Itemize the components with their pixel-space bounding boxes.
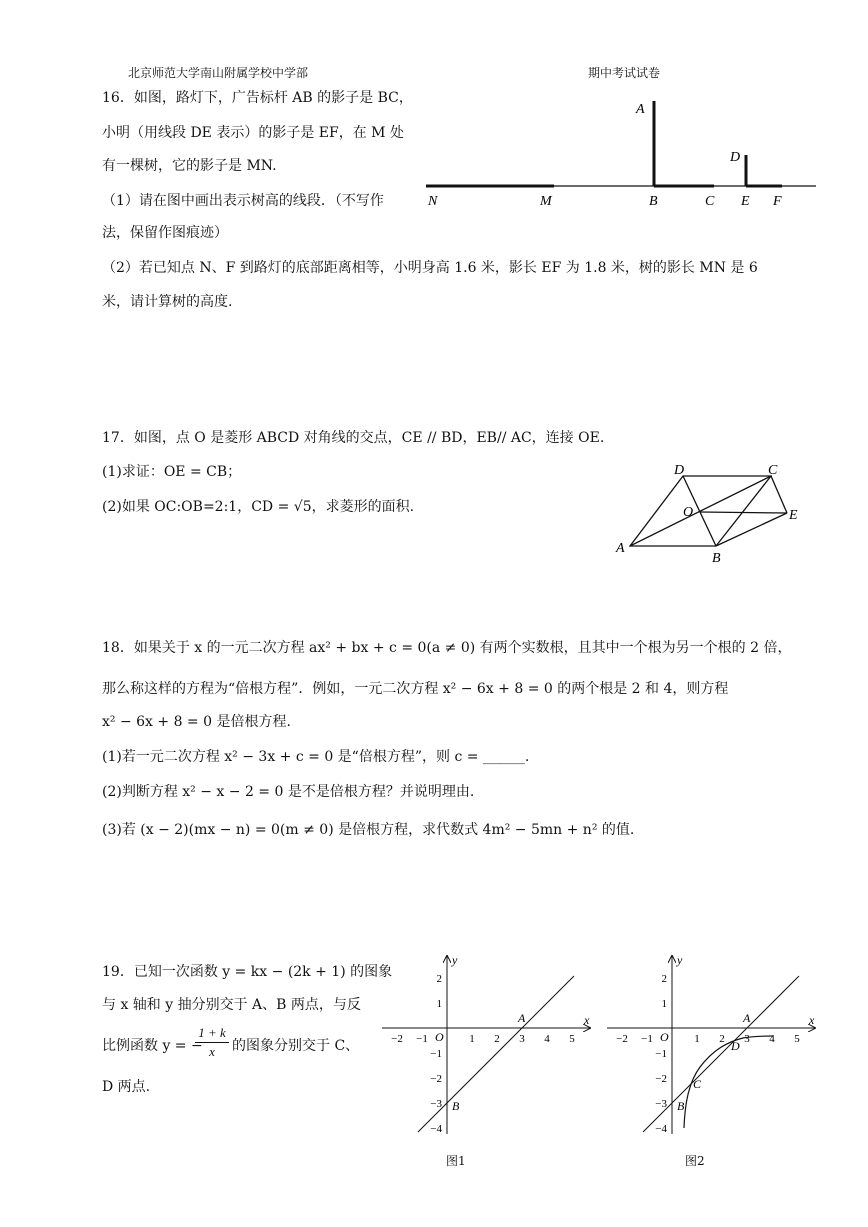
q16-line-4: （1）请在图中画出表示树高的线段．（不写作 [102,193,384,209]
svg-text:−4: −4 [655,1123,667,1135]
segment-ce [771,476,787,513]
label-f: F [773,194,782,209]
label-a: A [743,1011,751,1025]
label-d: D [730,150,741,165]
segment-eb [716,513,787,546]
svg-text:−2: −2 [391,1033,403,1045]
q19-fraction [195,1025,229,1060]
q18-line-3: x² − 6x + 8 = 0 是倍根方程. [102,714,291,730]
label-b: B [677,1099,685,1113]
y-axis-label: y [677,953,683,967]
svg-text:−2: −2 [655,1073,667,1085]
q17-figure [612,458,812,568]
x-tick-labels [616,1033,800,1045]
school-name: 北京师范大学南山附属学校中学部 [128,66,309,80]
q17-line-1: 17．如图，点 O 是菱形 ABCD 对角线的交点，CE // BD，EB// AC，连接 OE. [102,430,605,446]
label-a: A [518,1011,526,1025]
svg-text:−1: −1 [655,1048,667,1060]
q18-line-5: (2)判断方程 x² − x − 2 = 0 是不是倍根方程？并说明理由. [102,784,475,800]
q18-line-1: 18．如果关于 x 的一元二次方程 ax² + bx + c = 0(a ≠ 0) 有两个实数根，且其中一个根为另一个根的 2 倍， [102,640,792,656]
y-axis-label: y [452,953,458,967]
x-axis-label: x [584,1013,590,1027]
label-d: D [674,463,685,478]
q19-figure-2 [605,952,820,1142]
svg-text:−1: −1 [641,1033,653,1045]
label-n: N [428,194,438,209]
figure-1-caption: 图1 [446,1154,466,1168]
label-d: D [731,1039,740,1053]
q18-line-4: (1)若一元二次方程 x² − 3x + c = 0 是“倍根方程”，则 c = ______. [102,749,530,765]
q17-line-2: (1)求证：OE = CB； [102,464,242,480]
q16-line-6: （2）若已知点 N、F 到路灯的底部距离相等，小明身高 1.6 米，影长 EF 为 1.8 米，树的影长 MN 是 6 [102,260,758,276]
svg-text:1: 1 [661,998,667,1010]
svg-text:−2: −2 [430,1073,442,1085]
svg-text:2: 2 [436,973,442,985]
q19-line-2: 与 x 轴和 y 抽分别交于 A、B 两点，与反 [102,997,361,1013]
label-c: C [768,463,778,478]
svg-text:5: 5 [569,1033,575,1045]
q17-line-3: (2)如果 OC:OB=2:1，CD = √5，求菱形的面积. [102,499,415,515]
label-c: C [693,1077,702,1091]
q19-line-3b: 的图象分别交于 C、 [232,1038,360,1054]
svg-text:−1: −1 [416,1033,428,1045]
q16-line-3: 有一棵树，它的影子是 MN. [102,158,277,174]
origin-label: O [435,1030,444,1044]
q19-line-4: D 两点. [102,1079,151,1095]
svg-text:3: 3 [519,1033,525,1045]
svg-text:3: 3 [744,1033,750,1045]
x-tick-labels [391,1033,575,1045]
q19-line-1: 19．已知一次函数 y = kx − (2k + 1) 的图象 [102,964,393,980]
label-e: E [741,194,750,209]
svg-text:1: 1 [469,1033,475,1045]
svg-text:−2: −2 [616,1033,628,1045]
q18-line-2: 那么称这样的方程为“倍根方程”．例如，一元二次方程 x² − 6x + 8 = 0 的两个根是 2 和 4，则方程 [102,681,729,697]
svg-text:−3: −3 [655,1098,667,1110]
fraction-numerator: 1 + k [198,1025,226,1040]
figure-2-caption: 图2 [685,1154,705,1168]
svg-text:2: 2 [661,973,667,985]
segment-oe [700,512,787,513]
q16-line-7: 米，请计算树的高度. [102,294,233,310]
svg-text:4: 4 [544,1033,550,1045]
fraction-bar [195,1042,229,1043]
fraction-denominator: x [209,1044,215,1059]
svg-text:2: 2 [719,1033,725,1045]
svg-text:4: 4 [769,1033,775,1045]
svg-text:1: 1 [436,998,442,1010]
svg-text:−4: −4 [430,1123,442,1135]
origin-label: O [660,1030,669,1044]
y-tick-labels [430,973,442,1135]
q16-line-5: 法，保留作图痕迹） [102,225,228,241]
label-e: E [789,508,798,523]
q16-line-2: 小明（用线段 DE 表示）的影子是 EF，在 M 处 [102,125,404,141]
label-b: B [452,1099,460,1113]
label-m: M [540,194,552,209]
label-o: O [683,505,694,520]
q18-line-6: (3)若 (x − 2)(mx − n) = 0(m ≠ 0) 是倍根方程，求代数式 4m² − 5mn + n² 的值. [102,822,635,838]
svg-text:1: 1 [694,1033,700,1045]
label-a: A [616,541,625,556]
q19-figure-1 [380,952,595,1142]
svg-text:2: 2 [494,1033,500,1045]
diagonal-ac [630,476,771,546]
label-a: A [636,102,645,117]
label-b: B [712,551,721,566]
label-c: C [705,194,715,209]
x-axis-label: x [809,1013,815,1027]
q16-line-1: 16．如图，路灯下，广告标杆 AB 的影子是 BC， [102,90,413,106]
y-tick-labels [655,973,667,1135]
svg-text:5: 5 [794,1033,800,1045]
q16-figure [420,95,820,215]
svg-text:−1: −1 [430,1048,442,1060]
label-b: B [649,194,658,209]
svg-text:−3: −3 [430,1098,442,1110]
exam-title: 期中考试试卷 [588,66,661,80]
q19-line-3a: 比例函数 y = − [102,1038,203,1054]
